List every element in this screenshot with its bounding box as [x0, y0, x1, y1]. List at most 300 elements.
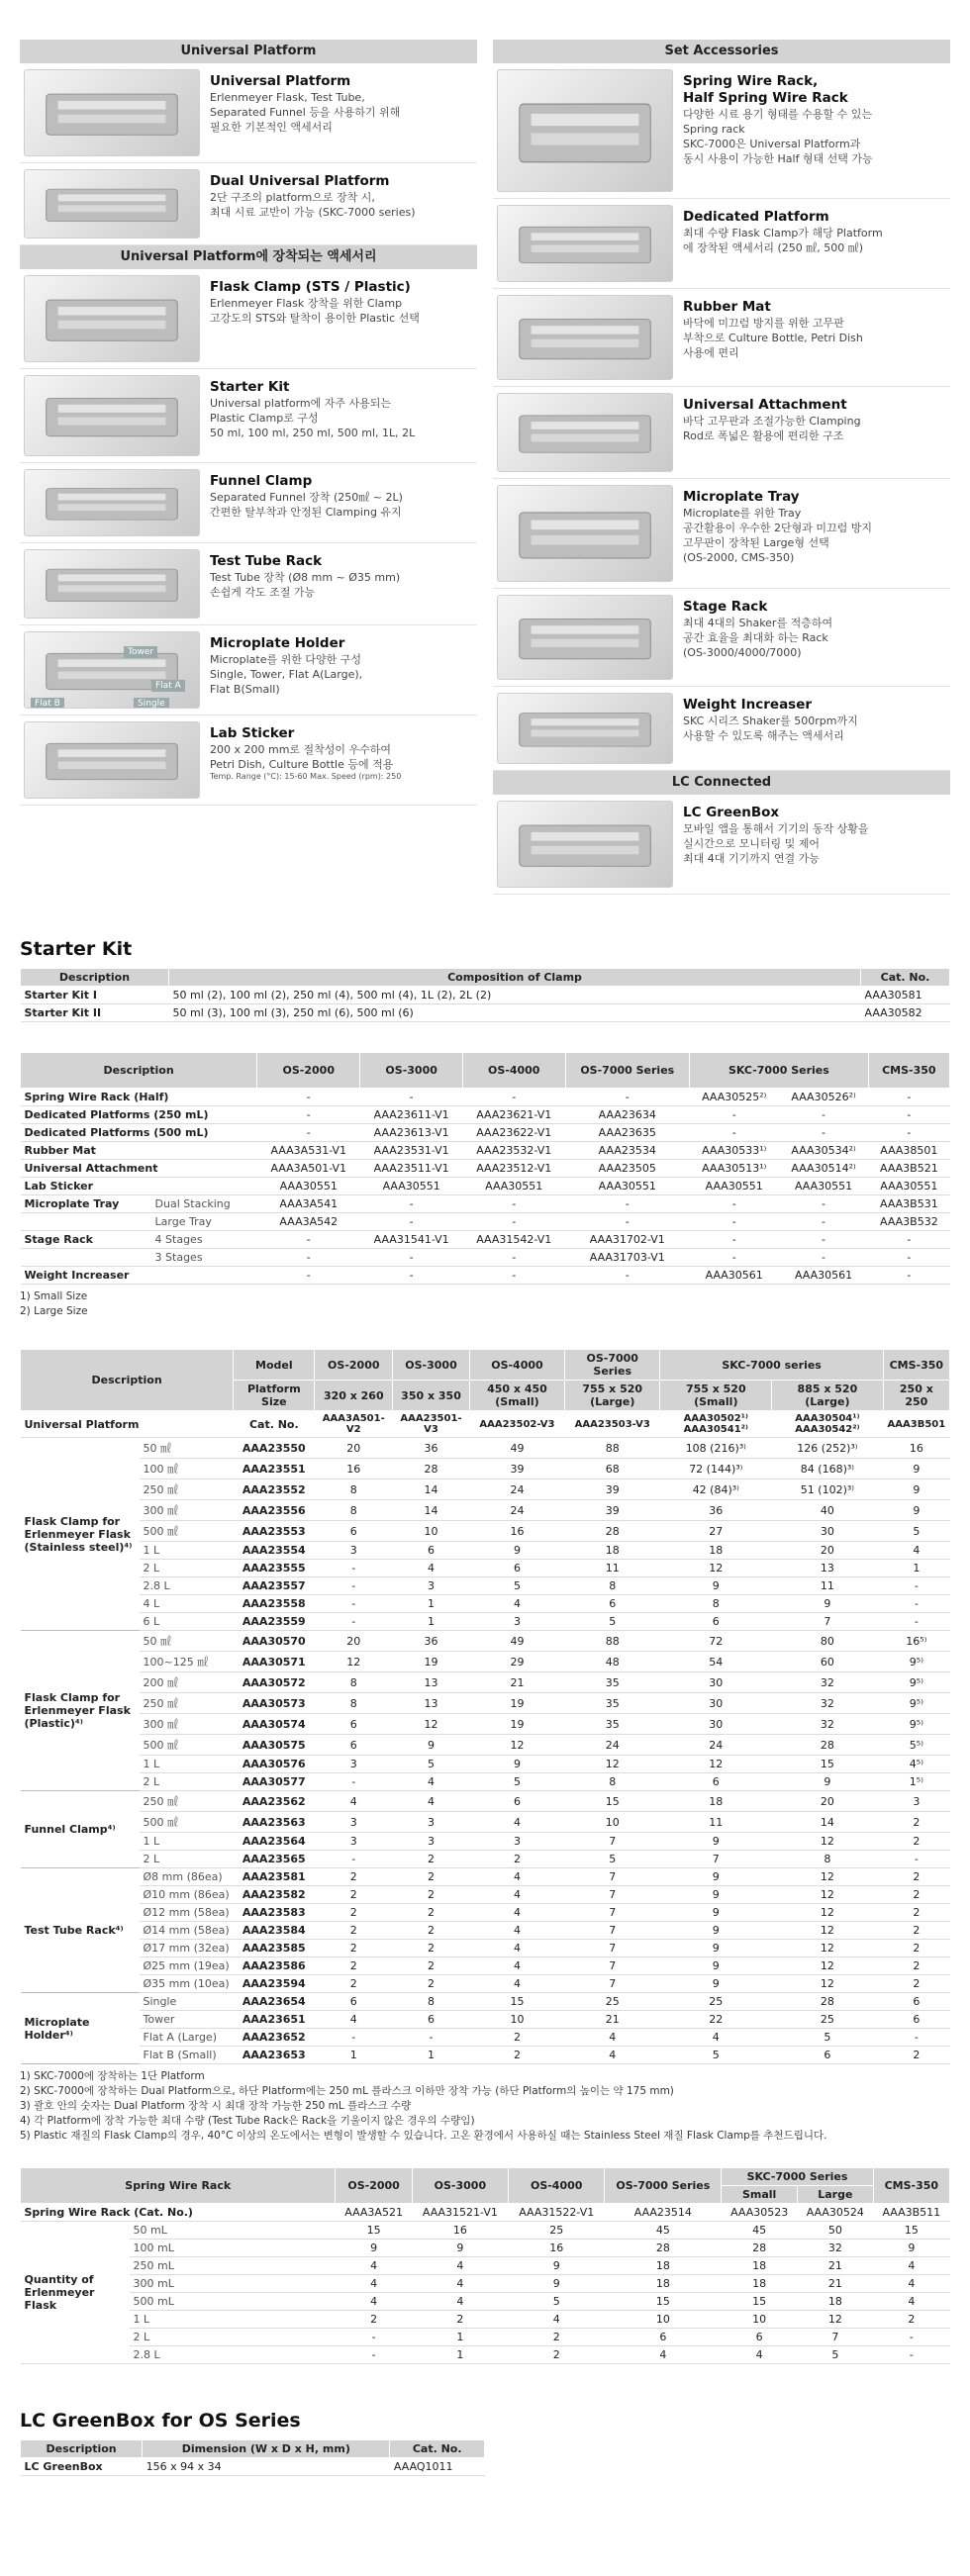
table-cell: 6: [315, 1714, 393, 1735]
table-cell: 12: [772, 1922, 884, 1940]
group-label: Funnel Clamp⁴⁾: [21, 1791, 140, 1868]
table-cell: 250 mL: [130, 2257, 336, 2275]
table-cell: 1: [393, 1613, 470, 1631]
table-cell: 10: [469, 2011, 564, 2029]
col-header: CMS-350: [873, 2168, 949, 2204]
table-cell: 4: [315, 2011, 393, 2029]
product-photo: [24, 469, 200, 536]
table-cell: AAA3B511: [873, 2204, 949, 2222]
col-header: Description: [21, 969, 169, 987]
table-cell: 20: [772, 1791, 884, 1812]
table-cell: 12: [564, 1756, 660, 1773]
table-cell: 2: [469, 1851, 564, 1868]
table-cell: 12: [772, 1868, 884, 1886]
table-cell: 3: [469, 1833, 564, 1851]
table-cell: 2: [883, 1833, 949, 1851]
table-cell: 25: [660, 1993, 772, 2011]
table-cell: 3: [469, 1613, 564, 1631]
table-cell: 2: [883, 1975, 949, 1993]
table-row: [21, 1957, 950, 1975]
col-header: CMS-350: [883, 1350, 949, 1381]
table-cell: AAA3B531: [868, 1195, 949, 1213]
table-cell: AAA30513¹⁾: [690, 1160, 779, 1178]
table-cell: 9⁵⁾: [883, 1714, 949, 1735]
table-cell: 36: [393, 1438, 470, 1459]
table-cell: AAA23563: [234, 1812, 315, 1833]
col-header: 755 x 520 (Large): [564, 1381, 660, 1411]
table-cell: 18: [722, 2257, 798, 2275]
table-cell: -: [315, 1851, 393, 1868]
table-cell: 9: [883, 1459, 949, 1479]
table-cell: Dedicated Platforms (500 mL): [21, 1124, 257, 1142]
table-cell: 88: [564, 1438, 660, 1459]
table-row: [21, 1479, 950, 1500]
table-cell: 9: [873, 2240, 949, 2257]
table-cell: 16: [412, 2222, 508, 2240]
table-cell: 300 ㎖: [140, 1714, 234, 1735]
table-cell: 6: [660, 1613, 772, 1631]
table-cell: 6: [315, 1521, 393, 1542]
left-column: [20, 40, 477, 806]
table-cell: 6: [469, 1791, 564, 1812]
table-cell: 5: [798, 2346, 874, 2364]
table-cell: 8: [772, 1851, 884, 1868]
table-cell: -: [315, 2029, 393, 2047]
col-header: Small: [722, 2186, 798, 2204]
table-row: [21, 1735, 950, 1756]
table-cell: 16: [509, 2240, 605, 2257]
table-cell: Ø10 mm (86ea): [140, 1886, 234, 1904]
table-cell: 39: [469, 1459, 564, 1479]
product-text: [673, 693, 858, 743]
table-cell: Cat. No.: [234, 1411, 315, 1438]
table-cell: 9: [883, 1479, 949, 1500]
col-header: SKC-7000 series: [660, 1350, 883, 1381]
table-row: [21, 1812, 950, 1833]
col-header: OS-3000: [360, 1053, 463, 1089]
table-cell: 18: [722, 2275, 798, 2293]
col-header: 320 x 260: [315, 1381, 393, 1411]
table-cell: -: [336, 2329, 412, 2346]
table-cell: 50 mL: [130, 2222, 336, 2240]
product-item: [493, 479, 950, 589]
table-cell: 7: [564, 1922, 660, 1940]
table-cell: -: [873, 2346, 949, 2364]
table-cell: 5⁵⁾: [883, 1735, 949, 1756]
table-cell: -: [462, 1249, 565, 1267]
table-cell: 16⁵⁾: [883, 1631, 949, 1652]
table-cell: AAA3A542: [257, 1213, 360, 1231]
table-cell: AAA23501-V3: [393, 1411, 470, 1438]
group-label: Flask Clamp for Erlenmeyer Flask (Stainless steel)⁴⁾: [21, 1438, 140, 1631]
table-cell: AAA3B532: [868, 1213, 949, 1231]
col-header: SKC-7000 Series: [690, 1053, 869, 1089]
table-cell: 10: [605, 2311, 722, 2329]
table-cell: 9: [660, 1922, 772, 1940]
table-cell: 36: [393, 1631, 470, 1652]
table-cell: 9: [412, 2240, 508, 2257]
table-cell: 1: [315, 2047, 393, 2064]
table-cell: 7: [564, 1975, 660, 1993]
table-cell: 20: [772, 1542, 884, 1560]
table-cell: 19: [469, 1714, 564, 1735]
table-cell: -: [690, 1124, 779, 1142]
table-cell: 24: [564, 1735, 660, 1756]
table-cell: Starter Kit II: [21, 1004, 169, 1022]
table-row: [21, 1714, 950, 1735]
table-cell: 24: [469, 1500, 564, 1521]
table-cell: Rubber Mat: [21, 1142, 257, 1160]
table-cell: 2: [469, 2047, 564, 2064]
table-row: [21, 1521, 950, 1542]
col-header: 885 x 520 (Large): [772, 1381, 884, 1411]
table-row: [21, 2346, 950, 2364]
col-header: Cat. No.: [861, 969, 950, 987]
note-line: 4) 각 Platform에 장착 가능한 최대 수량 (Test Tube Rack은 Rack을 기울이지 않은 경우의 수량임): [20, 2115, 475, 2127]
table-cell: 4: [393, 1791, 470, 1812]
table-cell: 250 ㎖: [140, 1791, 234, 1812]
product-title: Dedicated Platform: [683, 209, 829, 225]
table-cell: AAA23651: [234, 2011, 315, 2029]
product-photo: [497, 295, 673, 380]
product-item: [20, 63, 477, 163]
table-cell: 9: [660, 1886, 772, 1904]
table-cell: 4: [722, 2346, 798, 2364]
table-cell: 7: [564, 1868, 660, 1886]
table-row: [21, 987, 950, 1004]
table-cell: 68: [564, 1459, 660, 1479]
table-cell: 2: [883, 1922, 949, 1940]
table-cell: AAA3A521: [336, 2204, 412, 2222]
product-text: [200, 169, 416, 220]
table-cell: AAA23581: [234, 1868, 315, 1886]
table-cell: -: [462, 1089, 565, 1106]
table-cell: -: [315, 1577, 393, 1595]
table-cell: -: [393, 2029, 470, 2047]
product-item: [493, 199, 950, 289]
table-cell: 3: [393, 1812, 470, 1833]
table-cell: 24: [660, 1735, 772, 1756]
table-cell: AAA31702-V1: [565, 1231, 690, 1249]
table-cell: 500 mL: [130, 2293, 336, 2311]
table-cell: Single: [140, 1993, 234, 2011]
table-cell: AAA23584: [234, 1922, 315, 1940]
table-cell: -: [883, 1851, 949, 1868]
product-photo: [497, 205, 673, 282]
table-cell: AAA23594: [234, 1975, 315, 1993]
table-cell: 2: [393, 1851, 470, 1868]
table-cell: 7: [564, 1886, 660, 1904]
table-cell: 5: [393, 1756, 470, 1773]
table-cell: -: [565, 1267, 690, 1285]
table-cell: 2: [509, 2346, 605, 2364]
table-cell: 4: [660, 2029, 772, 2047]
product-title: Funnel Clamp: [210, 473, 313, 489]
table-row: [21, 2458, 485, 2476]
table-cell: AAA3A501-V1: [257, 1160, 360, 1178]
table-cell: -: [315, 1613, 393, 1631]
product-photo: [24, 549, 200, 619]
table-row: [21, 1904, 950, 1922]
table-cell: 30: [772, 1521, 884, 1542]
table-cell: AAA31541-V1: [360, 1231, 463, 1249]
table-cell: 60: [772, 1652, 884, 1672]
table-cell: AAA23565: [234, 1851, 315, 1868]
product-item: [493, 589, 950, 687]
product-item: [493, 795, 950, 895]
table-cell: AAA30570: [234, 1631, 315, 1652]
table-cell: -: [868, 1231, 949, 1249]
table-cell: 6: [722, 2329, 798, 2346]
table-cell: 19: [469, 1693, 564, 1714]
table-cell: 2: [509, 2329, 605, 2346]
table-cell: 12: [315, 1652, 393, 1672]
table-cell: 16: [469, 1521, 564, 1542]
table-cell: 2.8 L: [130, 2346, 336, 2364]
spring-rack-table: [20, 2167, 950, 2364]
table-cell: 500 ㎖: [140, 1521, 234, 1542]
table-cell: -: [360, 1267, 463, 1285]
product-title: LC GreenBox: [683, 805, 780, 820]
product-photo: [24, 631, 200, 709]
product-title: Microplate Tray: [683, 489, 800, 505]
table-cell: 4: [564, 2047, 660, 2064]
table-cell: -: [315, 1773, 393, 1791]
table-cell: 32: [772, 1714, 884, 1735]
table-cell: 3 Stages: [151, 1249, 257, 1267]
product-photo: [24, 275, 200, 362]
catalog-page: [20, 0, 950, 2476]
table-cell: 72: [660, 1631, 772, 1652]
table-row: [21, 1868, 950, 1886]
table-cell: AAA23562: [234, 1791, 315, 1812]
table-cell: 4: [469, 1975, 564, 1993]
product-title: Stage Rack: [683, 599, 768, 615]
table-cell: AAA23556: [234, 1500, 315, 1521]
table-cell: AAA30551: [868, 1178, 949, 1195]
table-cell: -: [690, 1106, 779, 1124]
table-cell: AAA23558: [234, 1595, 315, 1613]
table-cell: 12: [772, 1833, 884, 1851]
table-cell: 18: [564, 1542, 660, 1560]
table-cell: 25: [772, 2011, 884, 2029]
table-cell: 3: [315, 1542, 393, 1560]
table-cell: 10: [393, 1521, 470, 1542]
table-cell: -: [360, 1089, 463, 1106]
table-cell: Ø14 mm (58ea): [140, 1922, 234, 1940]
table-cell: 4: [469, 1868, 564, 1886]
table-cell: 30: [660, 1693, 772, 1714]
table-cell: AAA3A531-V1: [257, 1142, 360, 1160]
table-cell: 4: [336, 2275, 412, 2293]
product-title: Test Tube Rack: [210, 553, 323, 569]
table-cell: AAA23635: [565, 1124, 690, 1142]
table-cell: 40: [772, 1500, 884, 1521]
product-spec-note: Temp. Range (°C): 15-60 Max. Speed (rpm): 250: [210, 772, 402, 781]
product-text: [200, 721, 401, 781]
table-cell: AAA30524: [798, 2204, 874, 2222]
table-cell: 4: [873, 2257, 949, 2275]
table-cell: 72 (144)³⁾: [660, 1459, 772, 1479]
table-cell: AAA23554: [234, 1542, 315, 1560]
table-cell: 9⁵⁾: [883, 1652, 949, 1672]
col-header: OS-3000: [412, 2168, 508, 2204]
table-cell: 4: [393, 1773, 470, 1791]
table-cell: AAA23613-V1: [360, 1124, 463, 1142]
table-cell: 20: [315, 1438, 393, 1459]
table-cell: AAA31522-V1: [509, 2204, 605, 2222]
table-row: [21, 1106, 950, 1124]
table-cell: 16: [315, 1459, 393, 1479]
table-cell: 3: [315, 1812, 393, 1833]
table-cell: 4: [873, 2293, 949, 2311]
table-cell: 9: [336, 2240, 412, 2257]
table-cell: 20: [315, 1631, 393, 1652]
table-cell: 9: [660, 1833, 772, 1851]
table-cell: 7: [564, 1957, 660, 1975]
table-cell: -: [257, 1124, 360, 1142]
table-cell: 4: [315, 1791, 393, 1812]
table-row: [21, 1975, 950, 1993]
table-cell: Microplate Tray: [21, 1195, 151, 1213]
table-cell: 48: [564, 1652, 660, 1672]
table-cell: 51 (102)³⁾: [772, 1479, 884, 1500]
product-description: 최대 수량 Flask Clamp가 해당 Platform 에 장착된 액세서리 (250 ㎖, 500 ㎖): [683, 227, 883, 254]
table-cell: AAA3A541: [257, 1195, 360, 1213]
table-cell: AAA23583: [234, 1904, 315, 1922]
table-cell: 1 L: [140, 1756, 234, 1773]
table-cell: AAA30551: [360, 1178, 463, 1195]
table-cell: 15: [336, 2222, 412, 2240]
table-cell: -: [565, 1089, 690, 1106]
table-cell: 8: [315, 1672, 393, 1693]
table-cell: 4: [469, 1957, 564, 1975]
table-cell: AAA23531-V1: [360, 1142, 463, 1160]
product-description: 바닥에 미끄럼 방지를 위한 고무판 부착으로 Culture Bottle, Petri Dish 사용에 편리: [683, 317, 863, 359]
table-cell: AAA23654: [234, 1993, 315, 2011]
table-cell: 2 L: [130, 2329, 336, 2346]
table-cell: 21: [798, 2275, 874, 2293]
table-cell: 100 ㎖: [140, 1459, 234, 1479]
table-cell: 9⁵⁾: [883, 1693, 949, 1714]
table-cell: AAA30525²⁾: [690, 1089, 779, 1106]
product-text: [673, 205, 883, 255]
table-cell: AAA30571: [234, 1652, 315, 1672]
table-cell: 15: [469, 1993, 564, 2011]
product-description: 200 x 200 mm로 절착성이 우수하여 Petri Dish, Culture Bottle 등에 적용: [210, 743, 394, 771]
table-cell: 32: [772, 1672, 884, 1693]
table-cell: 100~125 ㎖: [140, 1652, 234, 1672]
product-photo: [497, 595, 673, 680]
table-cell: 18: [605, 2275, 722, 2293]
col-header: Composition of Clamp: [169, 969, 861, 987]
table-cell: 6: [469, 1560, 564, 1577]
table-cell: 2: [315, 1940, 393, 1957]
product-title: Dual Universal Platform: [210, 173, 390, 189]
table-cell: -: [690, 1231, 779, 1249]
table-cell: -: [779, 1195, 868, 1213]
table-cell: 6: [315, 1735, 393, 1756]
table-cell: 54: [660, 1652, 772, 1672]
table-cell: 2: [315, 1975, 393, 1993]
table-cell: 5: [469, 1773, 564, 1791]
col-header: Dimension (W x D x H, mm): [143, 2440, 390, 2458]
table-cell: 12: [798, 2311, 874, 2329]
col-header: OS-2000: [315, 1350, 393, 1381]
table-cell: 4: [469, 1940, 564, 1957]
table-cell: 6: [772, 2047, 884, 2064]
table-row: [21, 1004, 950, 1022]
table-cell: 1: [883, 1560, 949, 1577]
product-photo: [497, 801, 673, 888]
product-text: [200, 69, 400, 135]
product-title: Flask Clamp (STS / Plastic): [210, 279, 411, 295]
table-row: [21, 1124, 950, 1142]
product-photo: [497, 69, 673, 192]
table-cell: 4: [412, 2293, 508, 2311]
table-row: [21, 1231, 950, 1249]
product-title: Universal Attachment: [683, 397, 847, 413]
table-cell: 2: [393, 1904, 470, 1922]
clamp-notes: [20, 2069, 950, 2144]
table-cell: 1: [412, 2329, 508, 2346]
table-cell: -: [257, 1089, 360, 1106]
table-cell: -: [462, 1195, 565, 1213]
table-cell: 12: [469, 1735, 564, 1756]
table-cell: 6: [564, 1595, 660, 1613]
col-header: OS-4000: [509, 2168, 605, 2204]
table-cell: 14: [393, 1500, 470, 1521]
table-cell: -: [779, 1249, 868, 1267]
table-cell: 2: [393, 1922, 470, 1940]
table-cell: 18: [798, 2293, 874, 2311]
table-cell: 1: [393, 1595, 470, 1613]
product-title: Microplate Holder: [210, 635, 345, 651]
table-cell: 50 ㎖: [140, 1631, 234, 1652]
table-row: [21, 1993, 950, 2011]
table-cell: 7: [564, 1904, 660, 1922]
table-cell: 35: [564, 1672, 660, 1693]
table-cell: 4: [469, 1922, 564, 1940]
table-cell: AAA23622-V1: [462, 1124, 565, 1142]
section-header-platform-accessories: Universal Platform에 장착되는 액세서리: [20, 245, 477, 269]
accessory-notes: [20, 1289, 950, 1319]
table-cell: 50 ml (3), 100 ml (3), 250 ml (6), 500 ml (6): [169, 1004, 861, 1022]
table-cell: Large Tray: [151, 1213, 257, 1231]
table-row: [21, 1595, 950, 1613]
col-header: SKC-7000 Series: [722, 2168, 873, 2186]
product-description: Microplate를 위한 Tray 공간활용이 우수한 2단형과 미끄럼 방지 고무판이 장착된 Large형 선택 (OS-2000, CMS-350): [683, 507, 872, 564]
product-description: 최대 4대의 Shaker를 적층하여 공간 효율을 최대화 하는 Rack (OS-3000/4000/7000): [683, 617, 833, 659]
product-item: [20, 369, 477, 463]
col-header: Platform Size: [234, 1381, 315, 1411]
table-row: [21, 1833, 950, 1851]
table-cell: 4⁵⁾: [883, 1756, 949, 1773]
note-line: 3) 괄호 안의 숫자는 Dual Platform 장착 시 최대 장착 가능한 250 mL 플라스크 수량: [20, 2100, 412, 2112]
table-cell: AAA23564: [234, 1833, 315, 1851]
table-cell: AAA23532-V1: [462, 1142, 565, 1160]
table-cell: Ø35 mm (10ea): [140, 1975, 234, 1993]
col-header: OS-2000: [257, 1053, 360, 1089]
product-title: Universal Platform: [210, 73, 351, 89]
table-cell: AAA3B521: [868, 1160, 949, 1178]
product-item: [493, 387, 950, 479]
table-cell: 35: [564, 1693, 660, 1714]
table-cell: 9: [660, 1975, 772, 1993]
table-cell: 14: [772, 1812, 884, 1833]
product-description: 바닥 고무판과 조절가능한 Clamping Rod로 폭넓은 활용에 편리한 구조: [683, 415, 861, 442]
table-row: [21, 1613, 950, 1631]
